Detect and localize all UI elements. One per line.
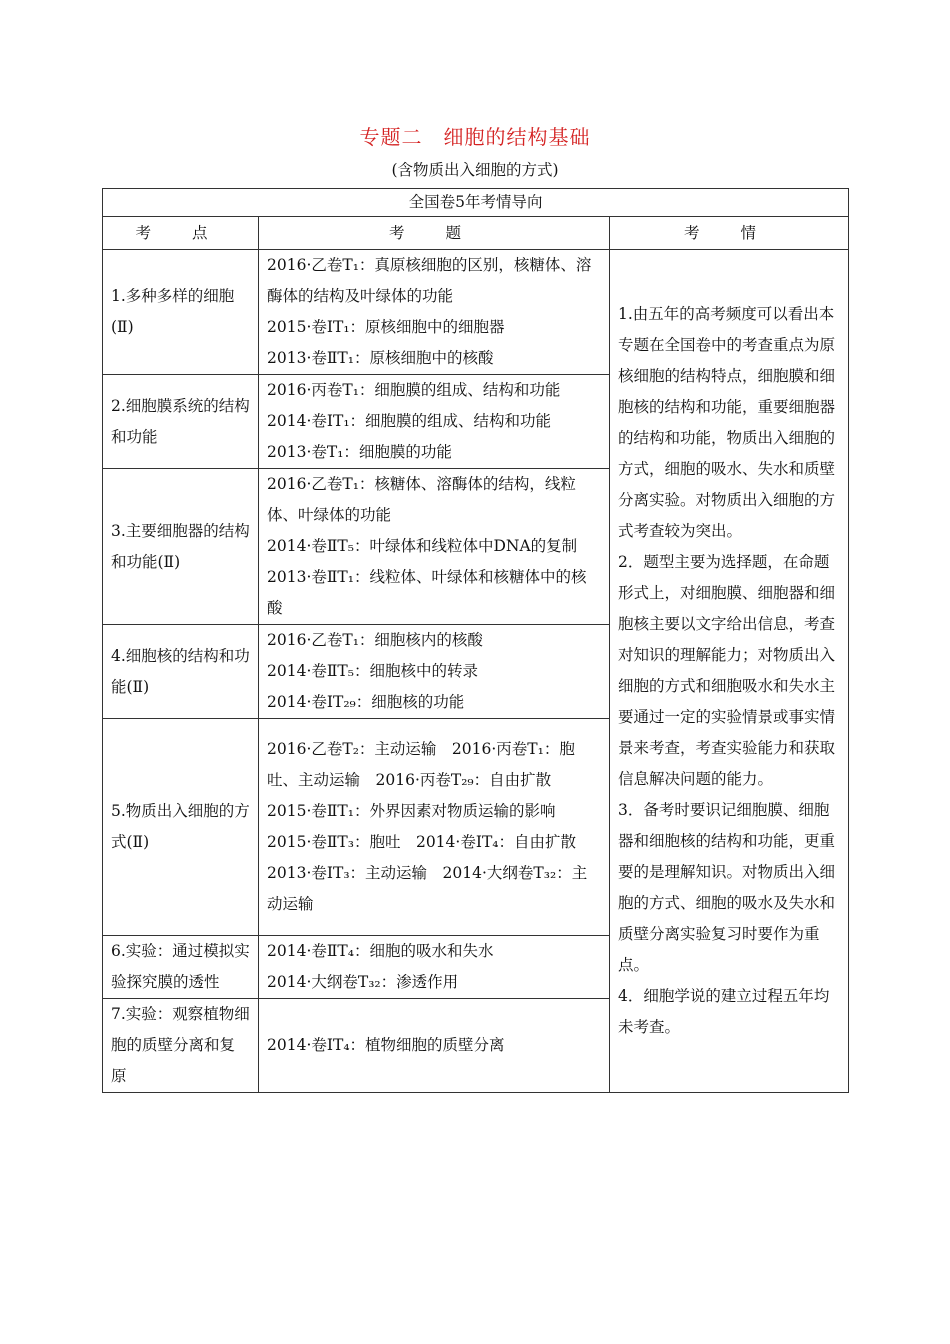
analysis-paragraph: 1.由五年的高考频度可以看出本专题在全国卷中的考查重点为原核细胞的结构特点，细胞膜和细胞核的结构和功能，重要细胞器的结构和功能，物质出入细胞的方式，细胞的吸水、失水和质壁分离实验。对物质出入细胞的方式考查较为突出。 [618,305,836,540]
topic-text: 2016·乙卷T₁：细胞核内的核酸 [267,631,483,649]
topic-text: 2014·卷ⅠT₂₉：细胞核的功能 [267,693,465,711]
exam-topics-7 [259,999,610,1093]
exam-point-5: 5.物质出入细胞的方式(Ⅱ) [103,719,259,936]
exam-point-3: 3.主要细胞器的结构和功能(Ⅱ) [103,469,259,625]
exam-point-1: 1.多种多样的细胞(Ⅱ) [103,250,259,375]
topic-text: 2016·乙卷T₂：主动运输 2016·丙卷T₁：胞吐、主动运输 2016·丙卷T₂₉：自由扩散 [267,740,575,789]
topic-text: 2013·卷ⅡT₁：原核细胞中的核酸 [267,349,494,367]
exam-point-6: 6.实验：通过模拟实验探究膜的透性 [103,936,259,999]
analysis-paragraph: 2．题型主要为选择题，在命题形式上，对细胞膜、细胞器和细胞核主要以文字给出信息，考查对知识的理解能力；对物质出入细胞的方式和细胞吸水和失水主要通过一定的实验情景或事实情景来考查，考查实验能力和获取信息解决问题的能力。 [618,553,836,788]
topic-text: 2013·卷T₁：细胞膜的功能 [267,443,452,461]
exam-analysis [610,250,849,1093]
analysis-paragraph: 4．细胞学说的建立过程五年均未考查。 [618,987,830,1036]
header-analysis: 考 情 [610,217,849,250]
topic-text: 2014·大纲卷T₃₂：渗透作用 [267,973,459,991]
topic-text: 2016·乙卷T₁：核糖体、溶酶体的结构，线粒体、叶绿体的功能 [267,475,576,524]
exam-topics-2 [259,375,610,469]
topic-text: 2014·卷ⅠT₄：植物细胞的质壁分离 [267,1036,505,1054]
exam-table [102,188,849,1093]
topic-text: 2014·卷ⅡT₅：细胞核中的转录 [267,662,478,680]
topic-text: 2014·卷ⅡT₄：细胞的吸水和失水 [267,942,494,960]
exam-point-7: 7.实验：观察植物细胞的质壁分离和复原 [103,999,259,1093]
header-topics: 考 题 [259,217,610,250]
exam-topics-4 [259,625,610,719]
topic-text: 2016·丙卷T₁：细胞膜的组成、结构和功能 [267,381,561,399]
page-title: 专题二 细胞的结构基础 [359,125,591,149]
topic-text: 2013·卷ⅠT₃：主动运输 2014·大纲卷T₃₂：主动运输 [267,864,588,913]
header-point: 考 点 [103,217,259,250]
topic-text: 2015·卷ⅡT₃：胞吐 2014·卷ⅠT₄：自由扩散 [267,833,577,851]
page-subtitle: (含物质出入细胞的方式) [391,161,559,179]
topic-text: 2014·卷ⅡT₅：叶绿体和线粒体中DNA的复制 [267,537,578,555]
topic-text: 2015·卷ⅡT₁：外界因素对物质运输的影响 [267,802,556,820]
topic-text: 2015·卷ⅠT₁：原核细胞中的细胞器 [267,318,505,336]
exam-topics-5 [259,719,610,936]
exam-topics-6 [259,936,610,999]
topic-text: 2013·卷ⅡT₁：线粒体、叶绿体和核糖体中的核酸 [267,568,587,617]
topic-text: 2016·乙卷T₁：真原核细胞的区别，核糖体、溶酶体的结构及叶绿体的功能 [267,256,592,305]
exam-topics-1 [259,250,610,375]
analysis-paragraph: 3．备考时要识记细胞膜、细胞器和细胞核的结构和功能，更重要的是理解知识。对物质出入细胞的方式、细胞的吸水及失水和质壁分离实验复习时要作为重点。 [618,801,836,974]
exam-point-2: 2.细胞膜系统的结构和功能 [103,375,259,469]
topic-text: 2014·卷ⅠT₁：细胞膜的组成、结构和功能 [267,412,552,430]
table-caption: 全国卷5年考情导向 [103,189,849,217]
exam-topics-3 [259,469,610,625]
exam-point-4: 4.细胞核的结构和功能(Ⅱ) [103,625,259,719]
